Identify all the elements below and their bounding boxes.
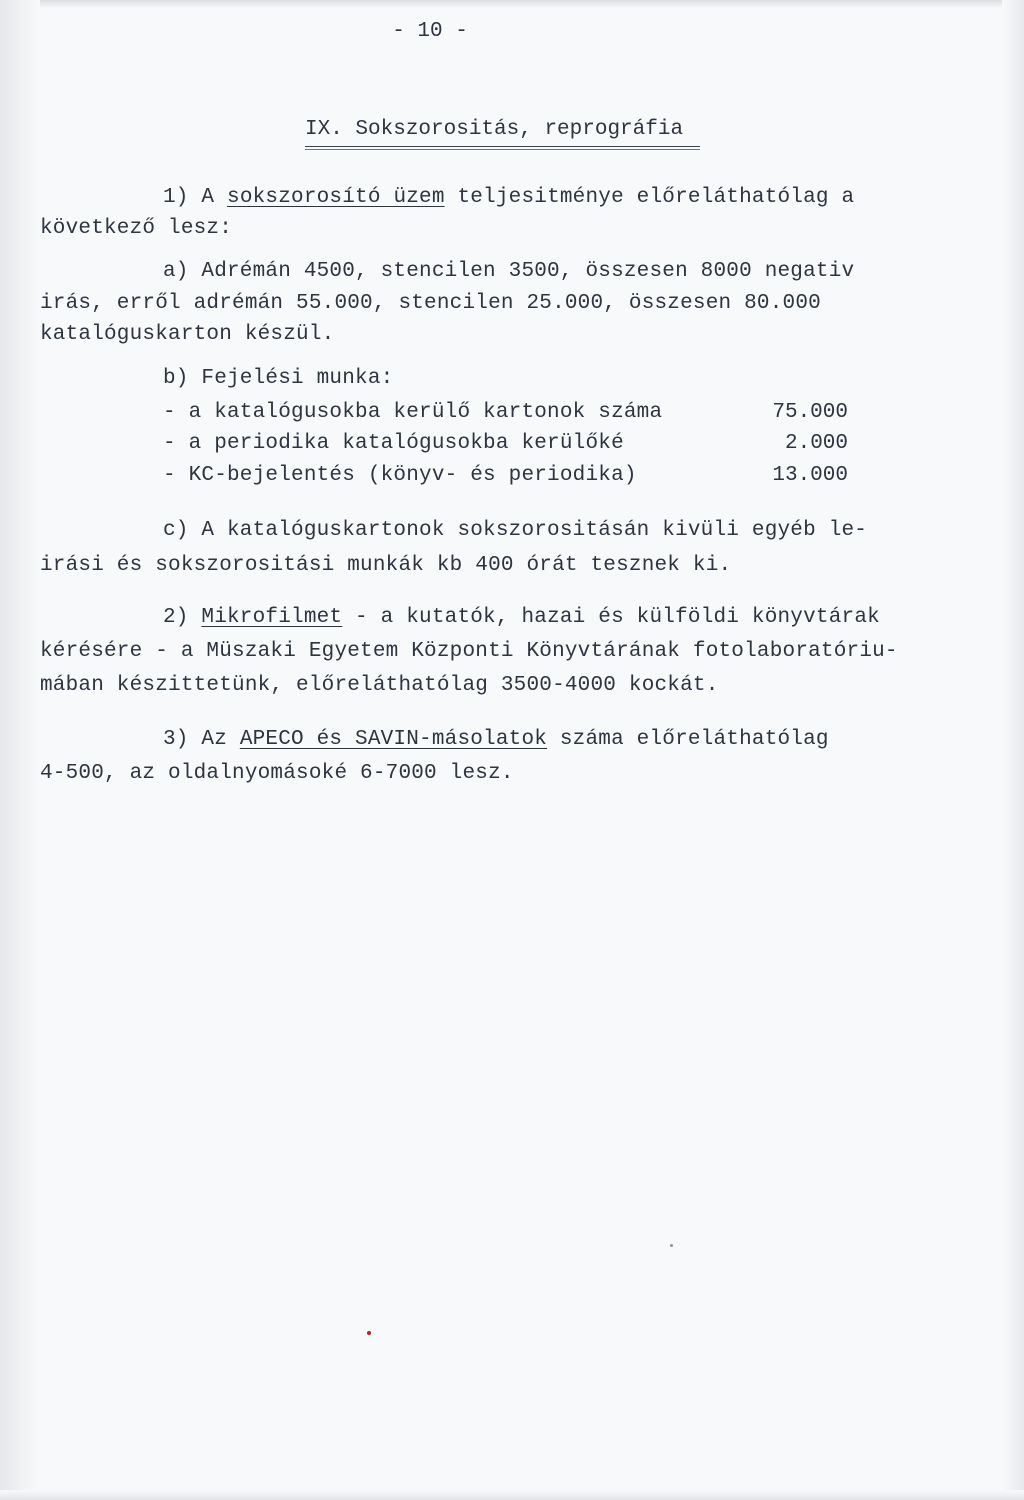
paragraph-1c-line-2: irási és sokszorositási munkák kb 400 órát tesznek ki. — [40, 554, 732, 577]
scan-edge-bottom — [0, 1490, 1024, 1500]
paragraph-2-number: 2) — [163, 606, 202, 629]
paragraph-3-line-2: 4-500, az oldalnyomásoké 6-7000 lesz. — [40, 762, 514, 785]
paragraph-1-line-2: következő lesz: — [40, 217, 233, 240]
paragraph-1a-line-1: a) Adrémán 4500, stencilen 3500, összesen 8000 negativ — [163, 260, 855, 283]
paragraph-3-text: száma előreláthatólag — [547, 728, 829, 751]
paragraph-2-line-3: mában készittetünk, előreláthatólag 3500-4000 kockát. — [40, 674, 719, 697]
paragraph-1-underlined-term: sokszorosító üzem — [227, 186, 445, 209]
red-ink-dot — [367, 1331, 371, 1335]
table-row-label: - a periodika katalógusokba kerülőké — [163, 432, 624, 455]
paragraph-1a-line-2: irás, erről adrémán 55.000, stencilen 25.000, összesen 80.000 — [40, 292, 821, 315]
table-row-label: - a katalógusokba kerülő kartonok száma — [163, 401, 663, 424]
scan-edge-right — [1002, 0, 1024, 1500]
page-number: - 10 - — [392, 20, 468, 43]
paragraph-1a-line-3: katalóguskarton készül. — [40, 323, 335, 346]
paragraph-1-text: teljesitménye előreláthatólag a — [444, 186, 855, 209]
paragraph-3-underlined-term: APECO és SAVIN-másolatok — [239, 728, 548, 751]
paragraph-2-text: - a kutatók, hazai és külföldi könyvtárak — [342, 606, 880, 629]
paragraph-3-number: 3) Az — [163, 728, 240, 751]
table-row-value: 75.000 — [772, 401, 848, 424]
paragraph-1-line-1 — [163, 186, 854, 210]
paragraph-1-number: 1) A — [163, 186, 228, 209]
paragraph-3-line-1 — [163, 728, 829, 752]
scan-edge-top — [40, 0, 1024, 8]
section-heading: IX. Sokszorositás, reprográfia — [305, 118, 684, 141]
paragraph-1c-line-1: c) A katalóguskartonok sokszorositásán kivüli egyéb le- — [163, 519, 868, 542]
paragraph-2-underlined-term: Mikrofilmet — [201, 606, 343, 629]
paragraph-2-line-2: kérésére - a Müszaki Egyetem Központi Könyvtárának fotolaboratóriu- — [40, 640, 898, 663]
table-row-label: - KC-bejelentés (könyv- és periodika) — [163, 464, 637, 487]
paragraph-2-line-1 — [163, 606, 880, 630]
scan-edge-left — [0, 0, 40, 1500]
heading-underline-second — [305, 149, 700, 150]
paragraph-1b-intro: b) Fejelési munka: — [163, 367, 394, 390]
scan-speck — [670, 1244, 673, 1247]
heading-underline — [305, 146, 700, 147]
table-row-value: 2.000 — [784, 432, 848, 455]
table-row-value: 13.000 — [772, 464, 848, 487]
